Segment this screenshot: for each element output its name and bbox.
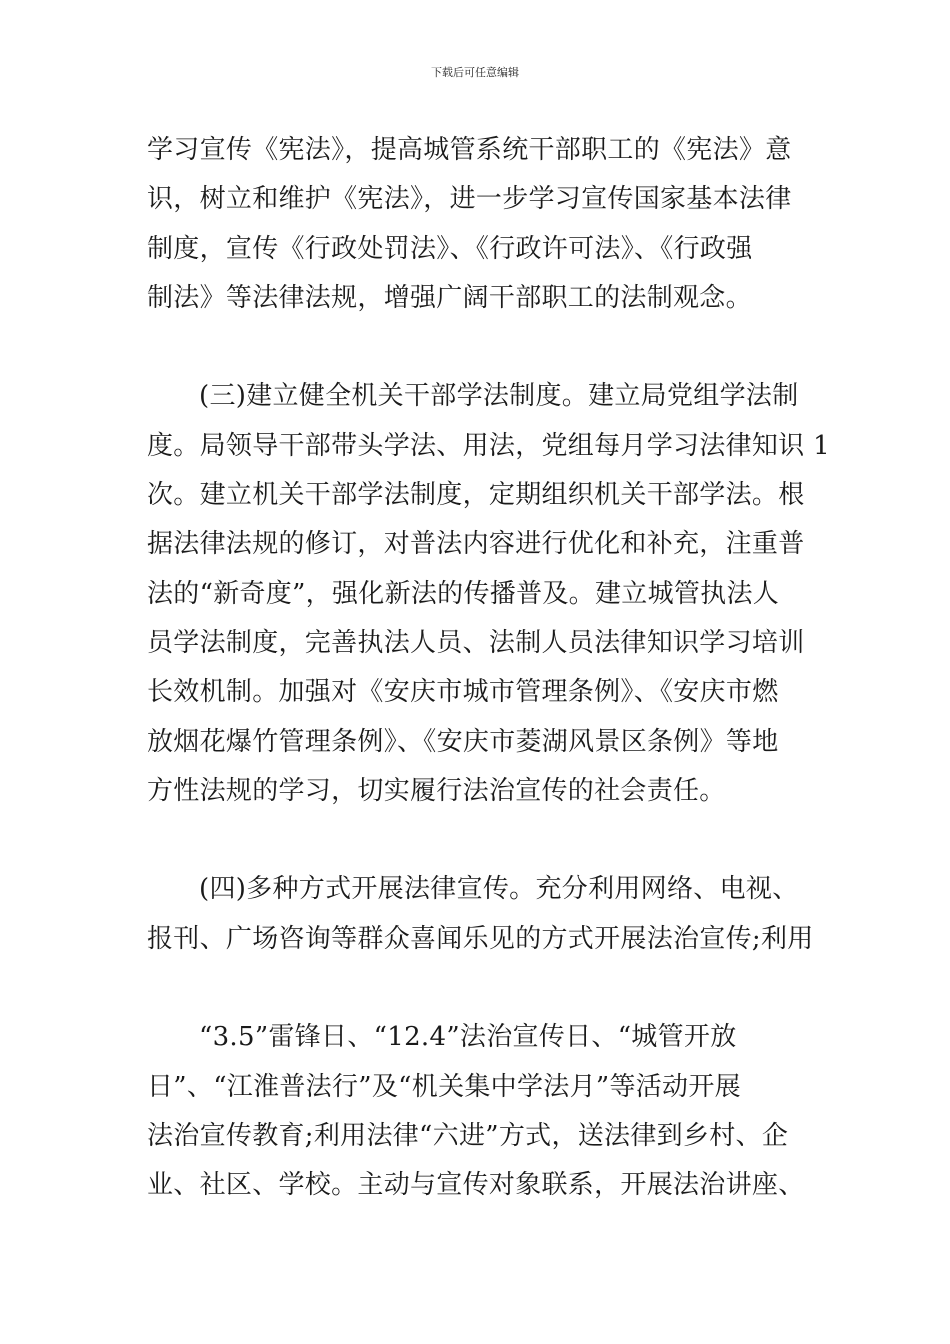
text-line: 制度，宣传《行政处罚法》、《行政许可法》、《行政强 [147,233,753,264]
text-line: 次。建立机关干部学法制度，定期组织机关干部学法。根 [147,480,805,511]
text-line: 业、社区、学校。主动与宣传对象联系，开展法治讲座、 [147,1170,805,1201]
text-line: 报刊、广场咨询等群众喜闻乐见的方式开展法治宣传;利用 [147,923,814,954]
document-body [147,126,830,1211]
paragraph [147,865,814,964]
paragraph-gap [147,816,807,865]
text-line: 据法律法规的修订，对普法内容进行优化和补充，注重普 [147,529,805,560]
text-line: “3.5”雷锋日、“12.4”法治宣传日、“城管开放 [199,1022,737,1053]
paragraph-gap [147,323,807,372]
text-line: 放烟花爆竹管理条例》、《安庆市菱湖风景区条例》等地 [147,726,779,757]
text-line: 法的“新奇度”，强化新法的传播普及。建立城管执法人 [147,578,780,609]
text-line: 度。局领导干部带头学法、用法，党组每月学习法律知识 1 [147,430,830,461]
text-line: 方性法规的学习，切实履行法治宣传的社会责任。 [147,775,726,806]
text-line: (四)多种方式开展法律宣传。充分利用网络、电视、 [199,874,799,905]
text-line: 学习宣传《宪法》，提高城管系统干部职工的《宪法》意 [147,135,792,165]
text-line: 识，树立和维护《宪法》，进一步学习宣传国家基本法律 [147,184,792,215]
paragraph [147,126,807,323]
paragraph-gap [147,964,807,1013]
text-line: (三)建立健全机关干部学法制度。建立局党组学法制 [199,381,799,412]
text-line: 员学法制度，完善执法人员、法制人员法律知识学习培训 [147,627,805,658]
text-line: 法治宣传教育;利用法律“六进”方式，送法律到乡村、企 [147,1120,789,1151]
text-line: 长效机制。加强对《安庆市城市管理条例》、《安庆市燃 [147,677,779,708]
text-line: 日”、“江淮普法行”及“机关集中学法月”等活动开展 [147,1071,741,1102]
text-line: 制法》等法律法规，增强广阔干部职工的法制观念。 [147,282,752,313]
paragraph [147,1013,807,1210]
paragraph [147,372,830,816]
page-header-note: 下载后可任意编辑 [431,66,519,79]
